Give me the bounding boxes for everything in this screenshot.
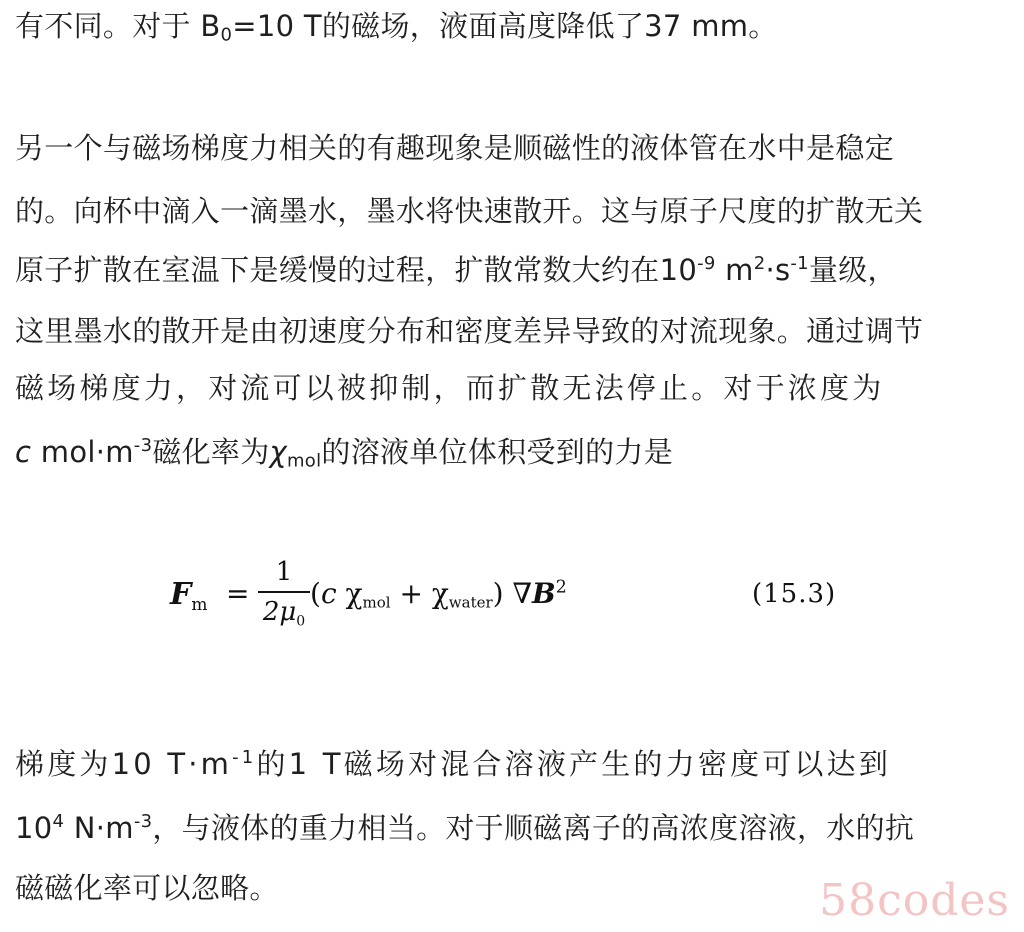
paragraph-2-line-2: 的。向杯中滴入一滴墨水，墨水将快速散开。这与原子尺度的扩散无关 xyxy=(15,194,924,228)
text-segment: 梯度为10 T·m xyxy=(15,747,233,781)
paragraph-2-line-6 xyxy=(15,434,673,470)
superscript: -1 xyxy=(790,252,809,274)
chi-mol-subscript: mol xyxy=(362,593,391,612)
equation-15-3 xyxy=(170,555,870,645)
equals-sign: = xyxy=(226,577,250,610)
superscript: -1 xyxy=(232,746,257,768)
paragraph-2-line-4: 这里墨水的散开是由初速度分布和密度差异导致的对流现象。通过调节 xyxy=(15,314,924,348)
variable-b: B xyxy=(532,577,556,610)
variable-chi: χ xyxy=(269,435,287,469)
paragraph-1-line-1 xyxy=(15,8,778,44)
force-subscript: m xyxy=(191,594,208,615)
variable-c: c xyxy=(15,435,32,469)
text-segment: m xyxy=(715,253,754,287)
fraction xyxy=(258,555,310,638)
text-segment: =10 T的磁场，液面高度降低了37 mm。 xyxy=(232,9,778,43)
text-segment: 10 xyxy=(15,811,53,845)
superscript: 4 xyxy=(52,810,65,832)
equation-number: (15.3) xyxy=(752,579,837,609)
text-segment: N·m xyxy=(64,811,134,845)
plus-chi: + χ xyxy=(390,577,449,610)
b-squared: 2 xyxy=(555,577,567,598)
paragraph-2-line-1: 另一个与磁场梯度力相关的有趣现象是顺磁性的液体管在水中是稳定 xyxy=(15,131,895,165)
text-segment: ，与液体的重力相当。对于顺磁离子的高浓度溶液，水的抗 xyxy=(152,811,915,845)
subscript: mol xyxy=(287,450,322,472)
text-segment: 磁化率为 xyxy=(152,435,270,469)
variable-c: c xyxy=(320,577,337,610)
equation-lhs xyxy=(170,577,207,615)
text-segment: 量级， xyxy=(808,253,897,287)
paragraph-3-line-1 xyxy=(15,746,891,782)
subscript: 0 xyxy=(220,24,233,46)
text-segment: mol·m xyxy=(31,435,134,469)
superscript: -3 xyxy=(133,810,153,832)
denominator-subscript: 0 xyxy=(296,613,306,630)
text-segment: 的溶液单位体积受到的力是 xyxy=(321,435,673,469)
watermark-logo: 58codes xyxy=(819,875,1010,926)
fraction-numerator: 1 xyxy=(275,557,293,587)
fraction-bar xyxy=(258,591,310,593)
equation-body xyxy=(310,577,567,612)
text-segment: 的1 T磁场对混合溶液产生的力密度可以达到 xyxy=(256,747,892,781)
text-segment: 有不同。对于 B xyxy=(15,9,221,43)
close-paren-nabla: ) ∇ xyxy=(492,577,533,610)
superscript: -9 xyxy=(697,252,716,274)
superscript: -3 xyxy=(133,434,153,456)
text-segment: 原子扩散在室温下是缓慢的过程，扩散常数大约在10 xyxy=(15,253,698,287)
denominator-text: 2μ xyxy=(262,596,297,627)
paragraph-3-line-2 xyxy=(15,810,914,846)
paragraph-2-line-3 xyxy=(15,252,897,288)
paragraph-3-line-3: 磁磁化率可以忽略。 xyxy=(15,871,279,905)
paragraph-2-line-5: 磁场梯度力，对流可以被抑制，而扩散无法停止。对于浓度为 xyxy=(15,371,885,405)
open-paren: ( xyxy=(310,577,321,610)
force-symbol: F xyxy=(170,577,192,612)
chi-mol: χ xyxy=(336,577,363,610)
superscript: 2 xyxy=(753,252,766,274)
chi-water-subscript: water xyxy=(448,593,493,612)
text-segment: ·s xyxy=(765,253,791,287)
fraction-denominator xyxy=(258,595,310,639)
